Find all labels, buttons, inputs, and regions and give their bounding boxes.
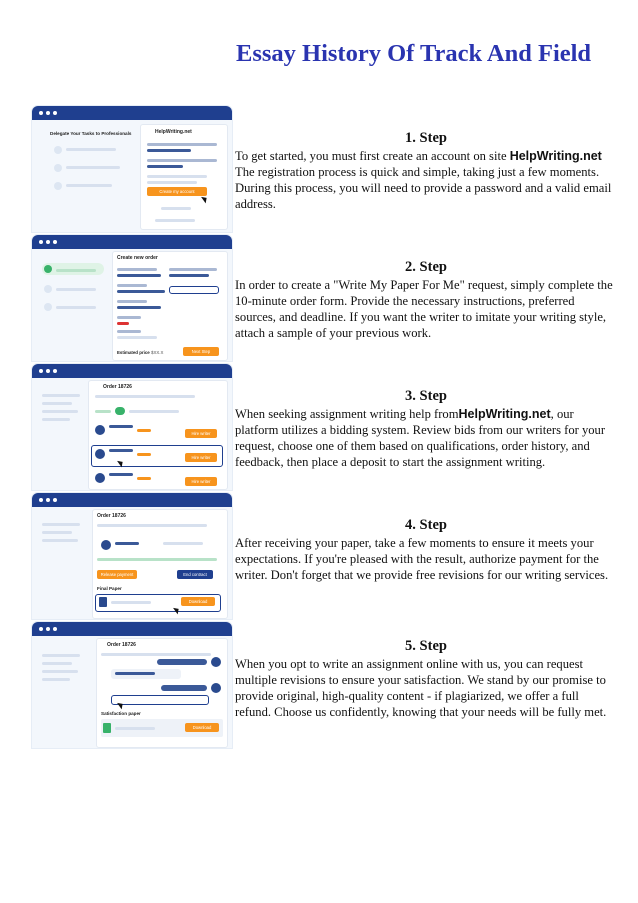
step-3-text-after: , our platform utilizes a bidding system. Review bids from our writers for your request, choose one of them based on qualifications, order history, and feedback, then place a deposit to start the assignment writing. (235, 407, 606, 469)
step-2 (235, 259, 617, 341)
shot1-heading: Delegate Your Tasks to Professionals (50, 131, 132, 136)
satisfaction-paper-label: Satisfaction paper (101, 711, 141, 716)
step-1 (235, 130, 617, 212)
next-step-button: Next Step (183, 347, 219, 356)
step-2-text: In order to create a "Write My Paper For Me" request, simply complete the 10-minute order form. Provide the necessary instructions, preferred sources, and deadline. If you want the writer to imitate your writing style, attach a sample of your previous work. (235, 278, 613, 340)
payment-card (92, 509, 228, 619)
step-2-heading: 2. Step (405, 259, 447, 275)
step-5-heading: 5. Step (405, 638, 447, 654)
window-titlebar (32, 622, 232, 636)
step-3 (235, 388, 617, 470)
shot3-order: Order 18726 (103, 384, 132, 390)
revisions-card (96, 638, 228, 748)
step-1-text-before: To get started, you must first create an account on site (235, 149, 510, 163)
brand-link: HelpWriting.net (458, 407, 551, 421)
screenshot-registration (32, 106, 232, 232)
shot5-order: Order 18726 (107, 642, 136, 648)
hire-writer-button-3: Hire writer (185, 477, 217, 486)
step-1-text-after: The registration process is quick and simple, taking just a few moments. During this process, you will need to provide a password and a valid email address. (235, 165, 612, 211)
final-paper-label: Final Paper (97, 586, 122, 591)
step-4 (235, 517, 617, 583)
brand-link: HelpWriting.net (509, 149, 602, 163)
hire-writer-button-2: Hire writer (185, 453, 217, 462)
window-titlebar (32, 235, 232, 249)
screenshot-revisions (32, 622, 232, 748)
shot4-order: Order 18726 (97, 513, 126, 519)
release-payment-button: Release payment (97, 570, 137, 579)
screenshot-order-form (32, 235, 232, 361)
end-contract-button: End contract (177, 570, 213, 579)
step-5-text: When you opt to write an assignment online with us, you can request multiple revisions to ensure your satisfaction. We stand by our promise to provide original, high-quality content - if plagiarized, we offer a full refund. Choose us confidently, knowing that your needs will be fully met. (235, 657, 607, 719)
window-titlebar (32, 364, 232, 378)
page-title: Essay History Of Track And Field (236, 40, 592, 67)
bids-card (88, 380, 228, 490)
estimated-price-label: Estimated price (117, 350, 150, 355)
step-4-text: After receiving your paper, take a few moments to ensure it meets your expectations. If you're pleased with the result, authorize payment for the writer. Don't forget that we provide free revisions for our writing services. (235, 536, 609, 582)
hire-writer-button-1: Hire writer (185, 429, 217, 438)
signup-card (140, 124, 228, 230)
step-1-heading: 1. Step (405, 130, 447, 146)
create-account-button: Create my account (147, 187, 207, 196)
download-button: Download (181, 597, 215, 606)
step-5 (235, 638, 617, 720)
screenshot-bidding (32, 364, 232, 490)
download-button: Download (185, 723, 219, 732)
step-3-text-before: When seeking assignment writing help from (235, 407, 459, 421)
window-titlebar (32, 106, 232, 120)
step-4-heading: 4. Step (405, 517, 447, 533)
step-1-text (235, 148, 617, 212)
window-titlebar (32, 493, 232, 507)
step-3-text (235, 406, 617, 470)
step-3-heading: 3. Step (405, 388, 447, 404)
estimated-price: $XX.X (151, 350, 164, 355)
shot1-brand: HelpWriting.net (155, 129, 192, 135)
shot2-heading: Create new order (117, 255, 158, 261)
screenshot-payment (32, 493, 232, 619)
order-form-card (112, 251, 228, 361)
